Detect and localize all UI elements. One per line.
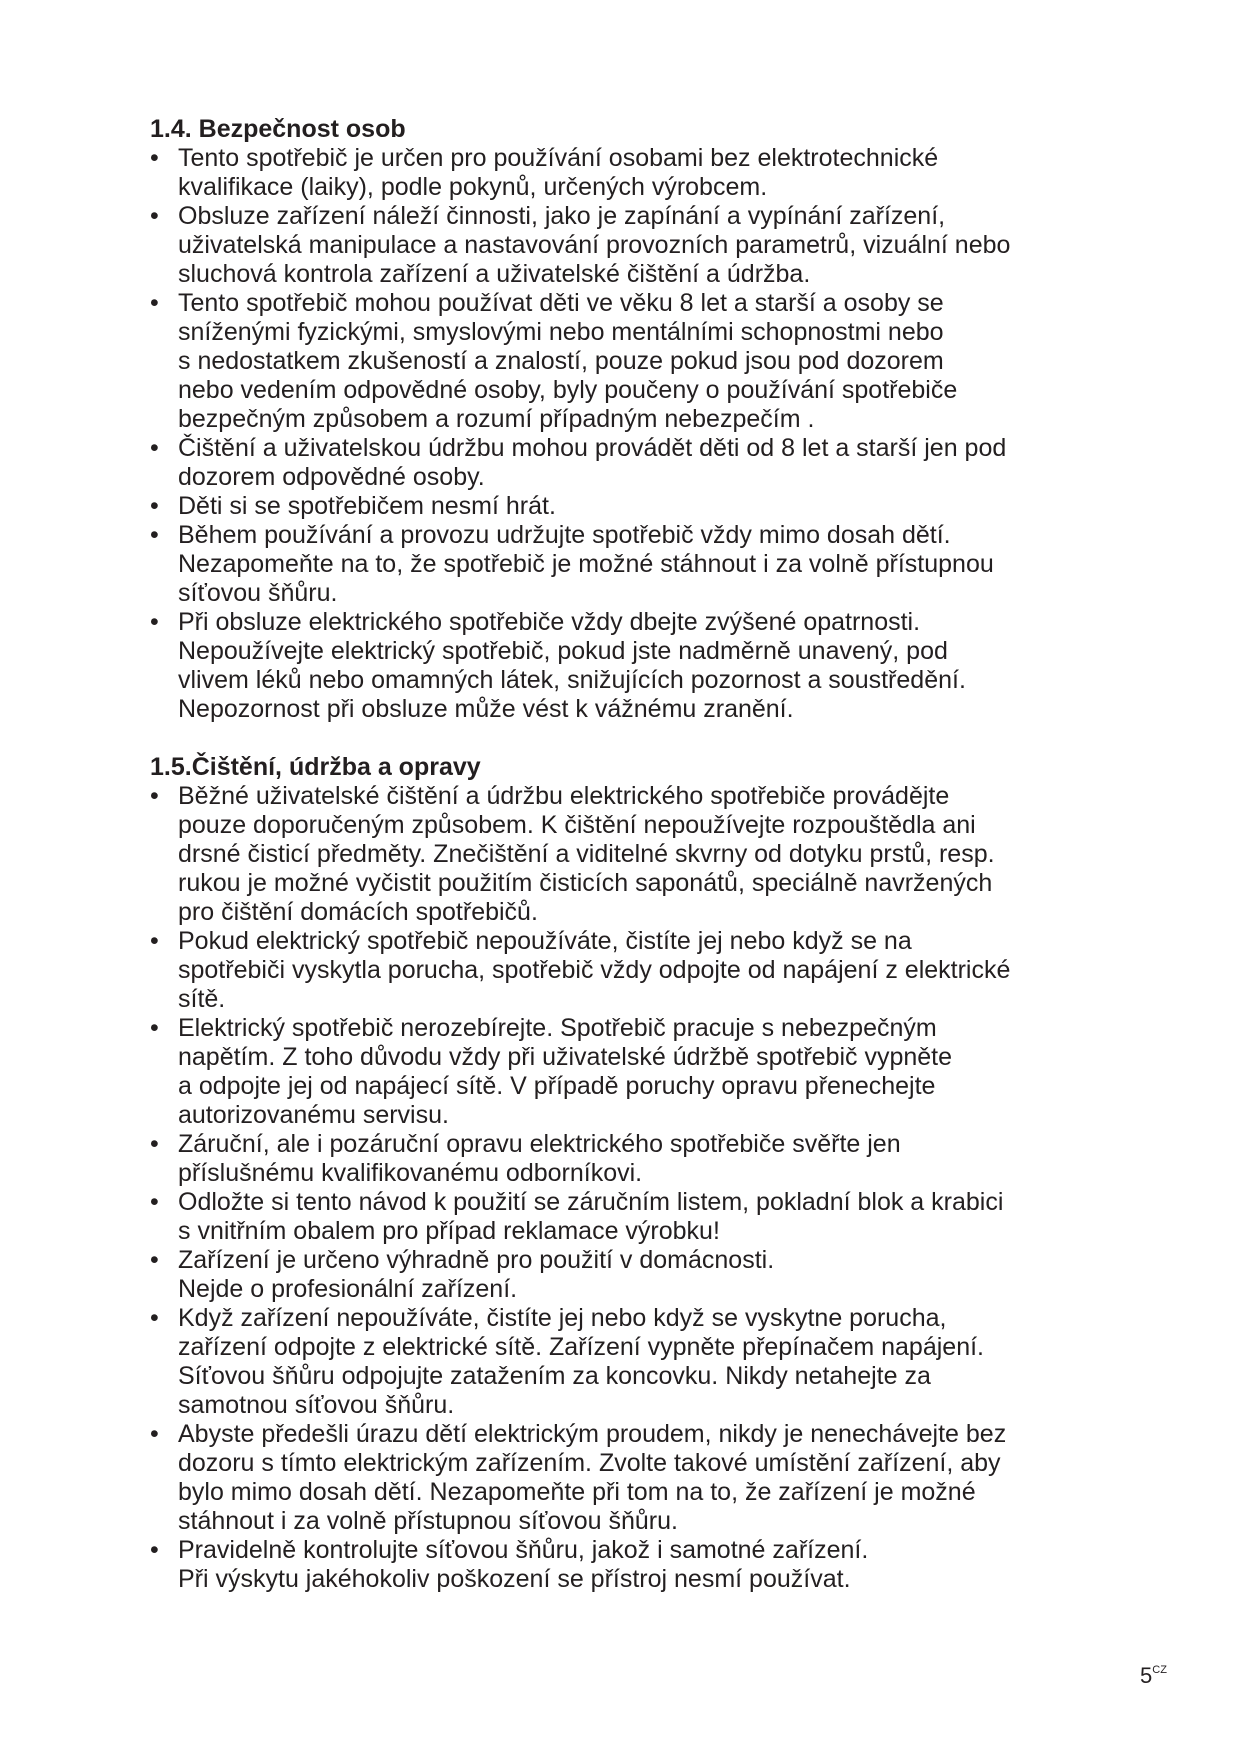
bullet-text [178,434,1160,492]
bullet-item [150,1420,1160,1536]
text-line: spotřebiči vyskytla porucha, spotřebič vždy odpojte od napájení z elektrické [178,956,1011,984]
text-line: vlivem léků nebo omamných látek, snižujících pozornost a soustředění. [178,666,966,694]
text-line: dozorem odpovědné osoby. [178,463,485,491]
text-line: Tento spotřebič je určen pro používání osobami bez elektrotechnické [178,144,939,172]
bullet-point-icon: • [150,1420,159,1448]
bullet-item [150,927,1160,1014]
text-line: Během používání a provozu udržujte spotřebič vždy mimo dosah dětí. [178,521,951,549]
section-title-safety: 1.4. Bezpečnost osob [150,115,406,143]
text-line: autorizovanému servisu. [178,1101,449,1129]
text-line: uživatelská manipulace a nastavování provozních parametrů, vizuální nebo [178,231,1011,259]
section-title-cleaning: 1.5.Čištění, údržba a opravy [150,753,481,781]
text-line: napětím. Z toho důvodu vždy při uživatelské údržbě spotřebič vypněte [178,1043,953,1071]
bullet-item [150,1014,1160,1130]
bullet-text [178,1304,1160,1420]
bullet-item [150,144,1160,202]
bullet-point-icon: • [150,1014,159,1042]
manual-page [150,115,1160,1594]
bullet-item [150,1536,1160,1594]
bullet-text [178,521,1160,608]
bullet-item [150,1188,1160,1246]
text-line: drsné čisticí předměty. Znečištění a viditelné skvrny od dotyku prstů, resp. [178,840,995,868]
page-number-value: 5 [1140,1663,1153,1688]
bullet-text [178,782,1160,927]
bullet-text [178,144,1160,202]
bullet-text [178,1246,1160,1304]
page-number [1140,1664,1167,1692]
text-line: samotnou síťovou šňůru. [178,1391,455,1419]
text-line: Při výskytu jakéhokoliv poškození se přístroj nesmí používat. [178,1565,851,1593]
text-line: nebo vedením odpovědné osoby, byly poučeny o používání spotřebiče [178,376,958,404]
text-line: Při obsluze elektrického spotřebiče vždy dbejte zvýšené opatrnosti. [178,608,921,636]
bullet-point-icon: • [150,608,159,636]
bullet-text [178,1420,1160,1536]
text-line: Síťovou šňůru odpojujte zatažením za koncovku. Nikdy netahejte za [178,1362,931,1390]
bullet-text [178,608,1160,724]
bullet-item [150,434,1160,492]
text-line: rukou je možné vyčistit použitím čisticích saponátů, speciálně navržených [178,869,993,897]
bullet-point-icon: • [150,1304,159,1332]
text-line: síťovou šňůru. [178,579,338,607]
text-line: bezpečným způsobem a rozumí případným nebezpečím . [178,405,815,433]
text-line: zařízení odpojte z elektrické sítě. Zařízení vypněte přepínačem napájení. [178,1333,984,1361]
text-line: Odložte si tento návod k použití se záručním listem, pokladní blok a krabici [178,1188,1004,1216]
text-line: Běžné uživatelské čištění a údržbu elektrického spotřebiče provádějte [178,782,950,810]
bullet-point-icon: • [150,202,159,230]
bullet-text [178,1130,1160,1188]
text-line: Elektrický spotřebič nerozebírejte. Spotřebič pracuje s nebezpečným [178,1014,937,1042]
bullet-item [150,492,1160,521]
text-line: Záruční, ale i pozáruční opravu elektrického spotřebiče svěřte jen [178,1130,901,1158]
text-line: dozoru s tímto elektrickým zařízením. Zvolte takové umístění zařízení, aby [178,1449,1001,1477]
text-line: Děti si se spotřebičem nesmí hrát. [178,492,556,520]
bullet-item [150,608,1160,724]
bullet-text [178,1014,1160,1130]
bullet-text [178,1536,1160,1594]
bullet-text [178,1188,1160,1246]
bullet-point-icon: • [150,1130,159,1158]
text-line: sníženými fyzickými, smyslovými nebo mentálními schopnostmi nebo [178,318,944,346]
text-line: Nepoužívejte elektrický spotřebič, pokud jste nadměrně unavený, pod [178,637,948,665]
bullet-point-icon: • [150,782,159,810]
text-line: a odpojte jej od napájecí sítě. V případě poruchy opravu přenechejte [178,1072,936,1100]
bullet-text [178,492,1160,521]
section-spacer [150,724,1160,753]
cleaning-bullet-list [150,782,1160,1594]
bullet-item [150,202,1160,289]
bullet-item [150,1130,1160,1188]
bullet-point-icon: • [150,927,159,955]
bullet-point-icon: • [150,434,159,462]
text-line: Pravidelně kontrolujte síťovou šňůru, jakož i samotné zařízení. [178,1536,869,1564]
text-line: Tento spotřebič mohou používat děti ve věku 8 let a starší a osoby se [178,289,944,317]
text-line: pouze doporučeným způsobem. K čištění nepoužívejte rozpouštědla ani [178,811,976,839]
bullet-point-icon: • [150,289,159,317]
text-line: pro čištění domácích spotřebičů. [178,898,538,926]
text-line: Když zařízení nepoužíváte, čistíte jej nebo když se vyskytne porucha, [178,1304,947,1332]
text-line: bylo mimo dosah dětí. Nezapomeňte při tom na to, že zařízení je možné [178,1478,976,1506]
bullet-point-icon: • [150,492,159,520]
text-line: Nezapomeňte na to, že spotřebič je možné stáhnout i za volně přístupnou [178,550,994,578]
text-line: Abyste předešli úrazu dětí elektrickým proudem, nikdy je nenechávejte bez [178,1420,1007,1448]
bullet-item [150,521,1160,608]
bullet-point-icon: • [150,144,159,172]
text-line: sítě. [178,985,226,1013]
text-line: příslušnému kvalifikovanému odborníkovi. [178,1159,643,1187]
bullet-item [150,1304,1160,1420]
bullet-text [178,202,1160,289]
bullet-point-icon: • [150,1246,159,1274]
bullet-item [150,782,1160,927]
text-line: Pokud elektrický spotřebič nepoužíváte, čistíte jej nebo když se na [178,927,912,955]
language-code: CZ [1152,1664,1167,1676]
text-line: Zařízení je určeno výhradně pro použití v domácnosti. [178,1246,775,1274]
text-line: s nedostatkem zkušeností a znalostí, pouze pokud jsou pod dozorem [178,347,944,375]
text-line: Nepozornost při obsluze může vést k vážnému zranění. [178,695,794,723]
bullet-text [178,289,1160,434]
bullet-item [150,1246,1160,1304]
bullet-point-icon: • [150,1536,159,1564]
text-line: kvalifikace (laiky), podle pokynů, určených výrobcem. [178,173,768,201]
bullet-item [150,289,1160,434]
text-line: Nejde o profesionální zařízení. [178,1275,518,1303]
bullet-point-icon: • [150,521,159,549]
text-line: Obsluze zařízení náleží činnosti, jako je zapínání a vypínání zařízení, [178,202,946,230]
text-line: Čištění a uživatelskou údržbu mohou provádět děti od 8 let a starší jen pod [178,434,1007,462]
text-line: s vnitřním obalem pro případ reklamace výrobku! [178,1217,720,1245]
safety-bullet-list [150,144,1160,724]
text-line: sluchová kontrola zařízení a uživatelské čištění a údržba. [178,260,811,288]
bullet-point-icon: • [150,1188,159,1216]
bullet-text [178,927,1160,1014]
text-line: stáhnout i za volně přístupnou síťovou šňůru. [178,1507,678,1535]
